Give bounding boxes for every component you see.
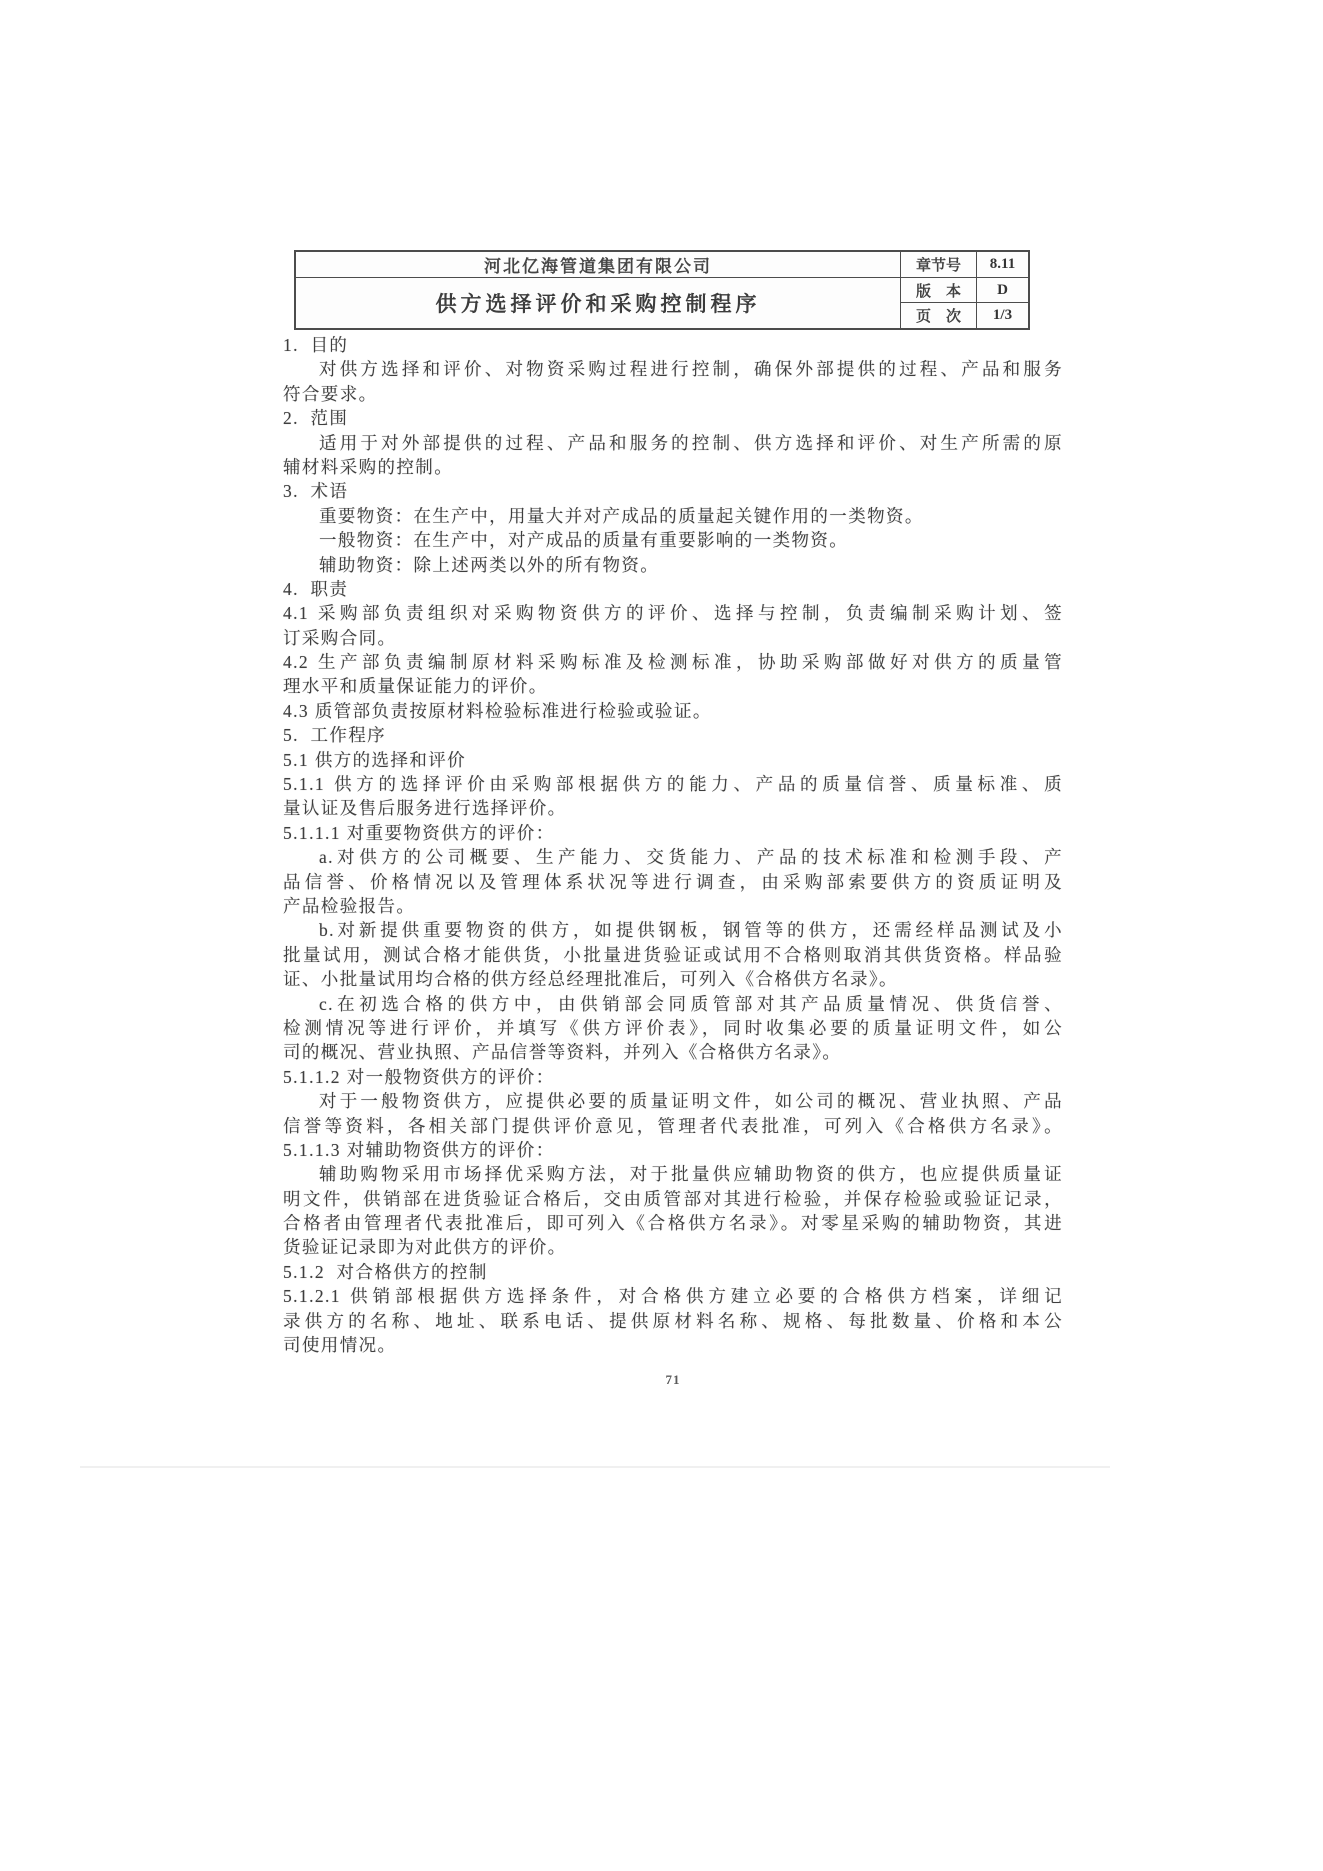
text-line: 订采购合同。	[283, 627, 397, 648]
text-line: 5.1.1 供方的选择评价由采购部根据供方的能力、产品的质量信誉、质量标准、质	[283, 774, 1063, 795]
text-line: c.在初选合格的供方中，由供销部会同质管部对其产品质量情况、供货信誉、	[319, 993, 1063, 1014]
page-bottom-divider	[80, 1466, 1110, 1468]
text-line: 一般物资：在生产中，对产成品的质量有重要影响的一类物资。	[319, 530, 849, 551]
text-line: 4.1 采购部负责组织对采购物资供方的评价、选择与控制，负责编制采购计划、签	[283, 603, 1063, 624]
meta-label-page-index: 页 次	[900, 303, 976, 328]
meta-label-chapter-number: 章节号	[900, 252, 976, 278]
text-line: 对供方选择和评价、对物资采购过程进行控制，确保外部提供的过程、产品和服务	[319, 359, 1063, 380]
text-line: 符合要求。	[283, 383, 378, 404]
text-line: 适用于对外部提供的过程、产品和服务的控制、供方选择和评价、对生产所需的原	[319, 432, 1063, 453]
text-line: 5.1 供方的选择和评价	[283, 749, 467, 770]
text-line: a.对供方的公司概要、生产能力、交货能力、产品的技术标准和检测手段、产	[319, 847, 1063, 868]
text-line: 5.1.1.2 对一般物资供方的评价：	[283, 1066, 555, 1087]
text-line: 5.1.1.3 对辅助物资供方的评价：	[283, 1139, 555, 1160]
text-line: 产品检验报告。	[283, 895, 416, 916]
text-line: 证、小批量试用均合格的供方经总经理批准后，可列入《合格供方名录》。	[283, 969, 898, 990]
text-line: 4. 职责	[283, 578, 349, 599]
text-line: 司使用情况。	[283, 1335, 397, 1356]
text-line: 合格者由管理者代表批准后，即可列入《合格供方名录》。对零星采购的辅助物资，其进	[283, 1213, 1063, 1234]
text-line: 2. 范围	[283, 408, 349, 429]
text-line: b.对新提供重要物资的供方，如提供钢板，钢管等的供方，还需经样品测试及小	[319, 920, 1063, 941]
text-line: 品信誉、价格情况以及管理体系状况等进行调查，由采购部索要供方的资质证明及	[283, 871, 1063, 892]
text-line: 司的概况、营业执照、产品信誉等资料，并列入《合格供方名录》。	[283, 1042, 842, 1063]
text-line: 对于一般物资供方，应提供必要的质量证明文件，如公司的概况、营业执照、产品	[319, 1091, 1063, 1112]
text-line: 理水平和质量保证能力的评价。	[283, 676, 548, 697]
text-line: 辅助物资：除上述两类以外的所有物资。	[319, 554, 660, 575]
text-line: 5.1.1.1 对重要物资供方的评价：	[283, 822, 555, 843]
meta-value-chapter-number: 8.11	[976, 252, 1028, 278]
text-line: 批量试用，测试合格才能供货，小批量进货验证或试用不合格则取消其供货资格。样品验	[283, 944, 1063, 965]
meta-value-page-index: 1/3	[976, 303, 1028, 328]
document-header-table	[294, 250, 1030, 330]
text-line: 量认证及售后服务进行选择评价。	[283, 798, 567, 819]
text-line: 5.1.2 对合格供方的控制	[283, 1261, 488, 1282]
text-line: 辅助购物采用市场择优采购方法，对于批量供应辅助物资的供方，也应提供质量证	[319, 1164, 1063, 1185]
text-line: 信誉等资料，各相关部门提供评价意见，管理者代表批准，可列入《合格供方名录》。	[283, 1115, 1063, 1136]
text-line: 5. 工作程序	[283, 725, 387, 746]
meta-value-version: D	[976, 278, 1028, 303]
text-line: 辅材料采购的控制。	[283, 456, 454, 477]
text-line: 重要物资：在生产中，用量大并对产成品的质量起关键作用的一类物资。	[319, 505, 924, 526]
page-number: 71	[665, 1372, 681, 1387]
text-line: 检测情况等进行评价，并填写《供方评价表》，同时收集必要的质量证明文件，如公	[283, 1017, 1063, 1038]
document-body	[283, 333, 1063, 1357]
text-line: 4.2 生产部负责编制原材料采购标准及检测标准，协助采购部做好对供方的质量管	[283, 652, 1063, 673]
meta-label-version: 版 本	[900, 278, 976, 303]
text-line: 明文件，供销部在进货验证合格后，交由质管部对其进行检验，并保存检验或验证记录，	[283, 1188, 1063, 1209]
text-line: 5.1.2.1 供销部根据供方选择条件，对合格供方建立必要的合格供方档案，详细记	[283, 1286, 1063, 1307]
document-title: 供方选择评价和采购控制程序	[435, 292, 761, 316]
text-line: 3. 术语	[283, 481, 349, 502]
company-name: 河北亿海管道集团有限公司	[296, 252, 900, 278]
text-line: 1. 目的	[283, 335, 349, 355]
text-line: 录供方的名称、地址、联系电话、提供原材料名称、规格、每批数量、价格和本公	[283, 1310, 1063, 1331]
text-line: 4.3 质管部负责按原材料检验标准进行检验或验证。	[283, 700, 712, 721]
text-line: 货验证记录即为对此供方的评价。	[283, 1237, 567, 1258]
